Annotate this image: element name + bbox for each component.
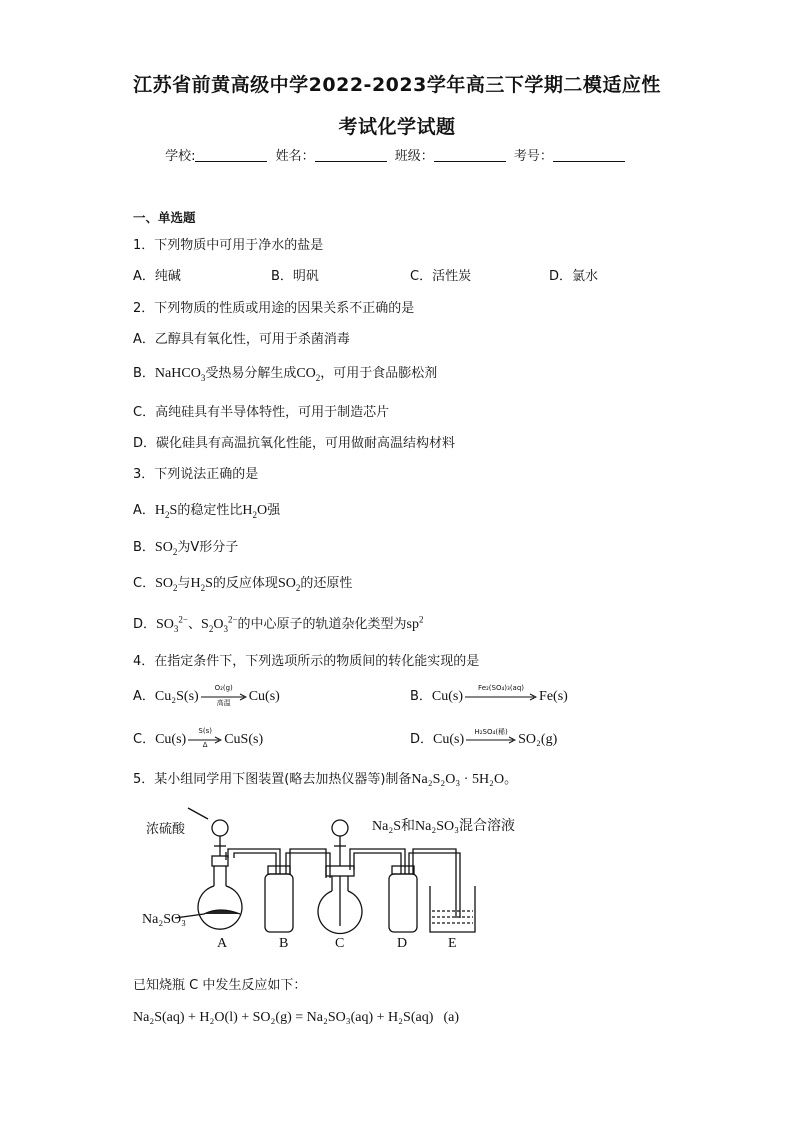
q1-option-d: D．氯水: [549, 269, 599, 284]
q3-d-formula2: [201, 614, 238, 634]
q3-c-f2: H: [190, 576, 201, 591]
q3-c-post: 的还原性: [300, 576, 353, 591]
q3-option-c: [133, 572, 352, 593]
q3-d-sp: [406, 614, 424, 632]
q4-a-cond-top: O₂(g): [214, 683, 233, 692]
q4-b-left: Cu(s): [431, 689, 464, 704]
q3-c-mid2: 的反应体现: [212, 576, 278, 591]
school-label: 学校:: [165, 149, 196, 164]
q2-b-mid: 受热易分解生成: [205, 366, 297, 381]
q4-d-left: Cu(s): [433, 732, 465, 747]
student-info-row: [0, 145, 794, 164]
flask-a-icon: [198, 886, 242, 929]
q1-option-a: A．纯碱: [133, 269, 181, 284]
exam-number-blank: [553, 148, 625, 162]
q3-d-sp-text: sp: [406, 617, 419, 632]
q3-d-f2: S: [201, 617, 209, 632]
q3-a-post: 强: [267, 503, 281, 518]
q5-equation: [133, 1010, 459, 1026]
right-arrow-icon: [466, 736, 516, 744]
q4-a-left: Cu₂S(s): [154, 689, 199, 704]
q2-b-formula2: [296, 366, 320, 381]
q3-a-f2-sub: 2: [252, 509, 257, 520]
q2-b-f2: CO: [296, 366, 316, 381]
q3-option-d: [133, 613, 423, 634]
label-bottle-d: D: [397, 936, 408, 951]
page-title-line1: 江苏省前黄高级中学2022-2023学年高三下学期二模适应性: [133, 74, 661, 96]
exam-number-label: 考号：: [513, 149, 553, 164]
q3-c-mid1: 与: [177, 576, 191, 591]
label-flask-c: C: [335, 936, 345, 951]
q4-a-cond-bottom: 高温: [216, 698, 231, 707]
q4-option-b: [410, 685, 568, 705]
q1-option-c: C．活性炭: [410, 269, 472, 284]
q3-d-f2-sup: 2−: [227, 614, 238, 625]
q3-a-f1: H: [154, 503, 166, 518]
funnel-a-icon: [212, 820, 228, 836]
q3-d-sp-sup: 2: [418, 614, 424, 625]
class-label: 班级：: [394, 149, 434, 164]
q5-stem-end: 。: [504, 772, 518, 787]
q3-c-formula2: [191, 576, 213, 591]
q3-c-f1: SO: [155, 576, 173, 591]
q3-c-f2-end: S: [205, 576, 213, 591]
q4-c-right: CuS(s): [224, 732, 264, 747]
q2-option-b: [133, 362, 437, 383]
q3-b-formula: [155, 540, 177, 555]
q3-d-f2-b: O: [213, 617, 224, 632]
q5-known: 已知烧瓶 C 中发生反应如下：: [133, 978, 307, 993]
apparatus-diagram: [130, 806, 550, 955]
q5-stem-formula: Na₂S₂O₃ · 5H₂O: [411, 772, 505, 787]
name-blank: [315, 148, 387, 162]
q3-c-f1-sub: 2: [172, 582, 178, 593]
q3-b-post: 为V形分子: [177, 540, 239, 555]
q3-b-f-sub: 2: [172, 546, 178, 557]
q2-option-a: A．乙醇具有氧化性，可用于杀菌消毒: [133, 332, 350, 347]
beaker-e-icon: [430, 886, 475, 932]
q4-c-cond-bottom: Δ: [202, 740, 208, 749]
q3-d-f1-sub: 3: [173, 623, 179, 634]
q3-c-formula1: [155, 576, 177, 591]
q3-a-formula2: [242, 503, 267, 518]
q3-d-f1-sup: 2−: [178, 614, 188, 625]
label-conc-sulfuric-acid: 浓硫酸: [146, 822, 186, 837]
q4-b-arrow: [465, 683, 537, 701]
q2-b-f2-sub: 2: [315, 372, 321, 383]
q4-stem: 4．在指定条件下，下列选项所示的物质间的转化能实现的是: [133, 654, 480, 669]
q3-c-f3: SO: [277, 576, 296, 591]
section-heading: 一、单选题: [133, 210, 196, 225]
q4-a-arrow: [201, 683, 247, 707]
q5-equation-tag: (a): [443, 1010, 460, 1025]
name-label: 姓名：: [275, 149, 315, 164]
right-arrow-icon: [465, 693, 537, 701]
label-beaker-e: E: [448, 936, 457, 951]
q3-c-formula3: [278, 576, 300, 591]
q4-a-right: Cu(s): [248, 689, 280, 704]
q3-d-f2-sub: 2: [208, 623, 214, 634]
q2-b-formula1: [155, 366, 205, 381]
q1-stem: 1．下列物质中可用于净水的盐是: [133, 238, 324, 253]
q5-stem: [133, 768, 517, 788]
q4-d-arrow: [466, 727, 516, 744]
q3-c-f3-sub: 2: [295, 582, 301, 593]
q2-option-c: C．高纯硅具有半导体特性，可用于制造芯片: [133, 405, 390, 420]
q5-stem-text: 5．某小组同学用下图装置(略去加热仪器等)制备: [133, 772, 412, 787]
q3-a-formula1: [155, 503, 177, 518]
q2-b-f1: NaHCO: [154, 366, 201, 381]
q3-d-f2-sub2: 3: [223, 623, 228, 634]
q3-c-prefix: C．: [133, 576, 156, 591]
stopper-d-icon: [392, 866, 414, 874]
q3-a-prefix: A．: [133, 503, 155, 518]
q4-b-prefix: B．: [410, 689, 432, 704]
q4-d-cond-top: H₂SO₄(稀): [474, 727, 508, 736]
q3-stem: 3．下列说法正确的是: [133, 467, 259, 482]
q4-b-right: Fe(s): [539, 689, 568, 704]
label-sodium-sulfite: Na₂SO₃: [142, 912, 186, 927]
class-blank: [434, 148, 506, 162]
q3-a-f1-sub: 2: [165, 509, 170, 520]
q3-b-f: SO: [154, 540, 173, 555]
q3-a-f1-end: S: [169, 503, 178, 518]
q3-d-prefix: D．: [133, 617, 157, 632]
q3-d-f1: SO: [156, 617, 174, 632]
q4-option-d: [410, 728, 557, 748]
q4-c-arrow: [188, 726, 222, 749]
q3-d-mid: 、: [188, 617, 202, 632]
q2-b-f1-sub: 3: [200, 372, 206, 383]
label-flask-a: A: [217, 936, 228, 951]
q4-c-left: Cu(s): [155, 732, 187, 747]
q3-b-prefix: B．: [133, 540, 155, 555]
bottle-d-icon: [389, 874, 417, 932]
q3-a-f2: H: [242, 503, 253, 518]
q3-c-f2-sub: 2: [200, 582, 206, 593]
q4-option-c: [133, 728, 263, 748]
q3-option-b: [133, 536, 238, 557]
bottle-b-icon: [265, 874, 293, 932]
page-title-line2: 考试化学试题: [338, 116, 456, 138]
q3-a-mid: 的稳定性比: [177, 503, 243, 518]
q4-option-a: [133, 685, 280, 705]
q3-d-formula1: [156, 614, 188, 634]
stopper-b-icon: [268, 866, 290, 874]
q3-a-f2-end: O: [256, 503, 268, 518]
q2-b-prefix: B．: [133, 366, 155, 381]
q4-c-prefix: C．: [133, 732, 156, 747]
q4-b-cond-top: Fe₂(SO₄)₃(aq): [478, 683, 525, 692]
q4-a-prefix: A．: [133, 689, 155, 704]
label-mixed-solution: Na₂S和Na₂SO₃混合溶液: [372, 819, 515, 834]
q3-option-a: [133, 499, 280, 520]
q5-equation-text: Na₂S(aq) + H₂O(l) + SO₂(g) = Na₂SO₃(aq) + H₂S(aq): [133, 1010, 434, 1025]
school-blank: [195, 148, 267, 162]
q4-d-prefix: D．: [410, 732, 434, 747]
q2-option-d: D．碳化硅具有高温抗氧化性能，可用做耐高温结构材料: [133, 436, 456, 451]
label-bottle-b: B: [279, 936, 289, 951]
q2-stem: 2．下列物质的性质或用途的因果关系不正确的是: [133, 301, 415, 316]
funnel-c-icon: [332, 820, 348, 836]
q4-c-cond-top: S(s): [198, 726, 212, 735]
q4-d-right: SO₂(g): [518, 732, 558, 747]
q3-d-post: 的中心原子的轨道杂化类型为: [237, 617, 407, 632]
q1-option-b: B．明矾: [271, 269, 319, 284]
q2-b-post: ，可用于食品膨松剂: [320, 366, 438, 381]
